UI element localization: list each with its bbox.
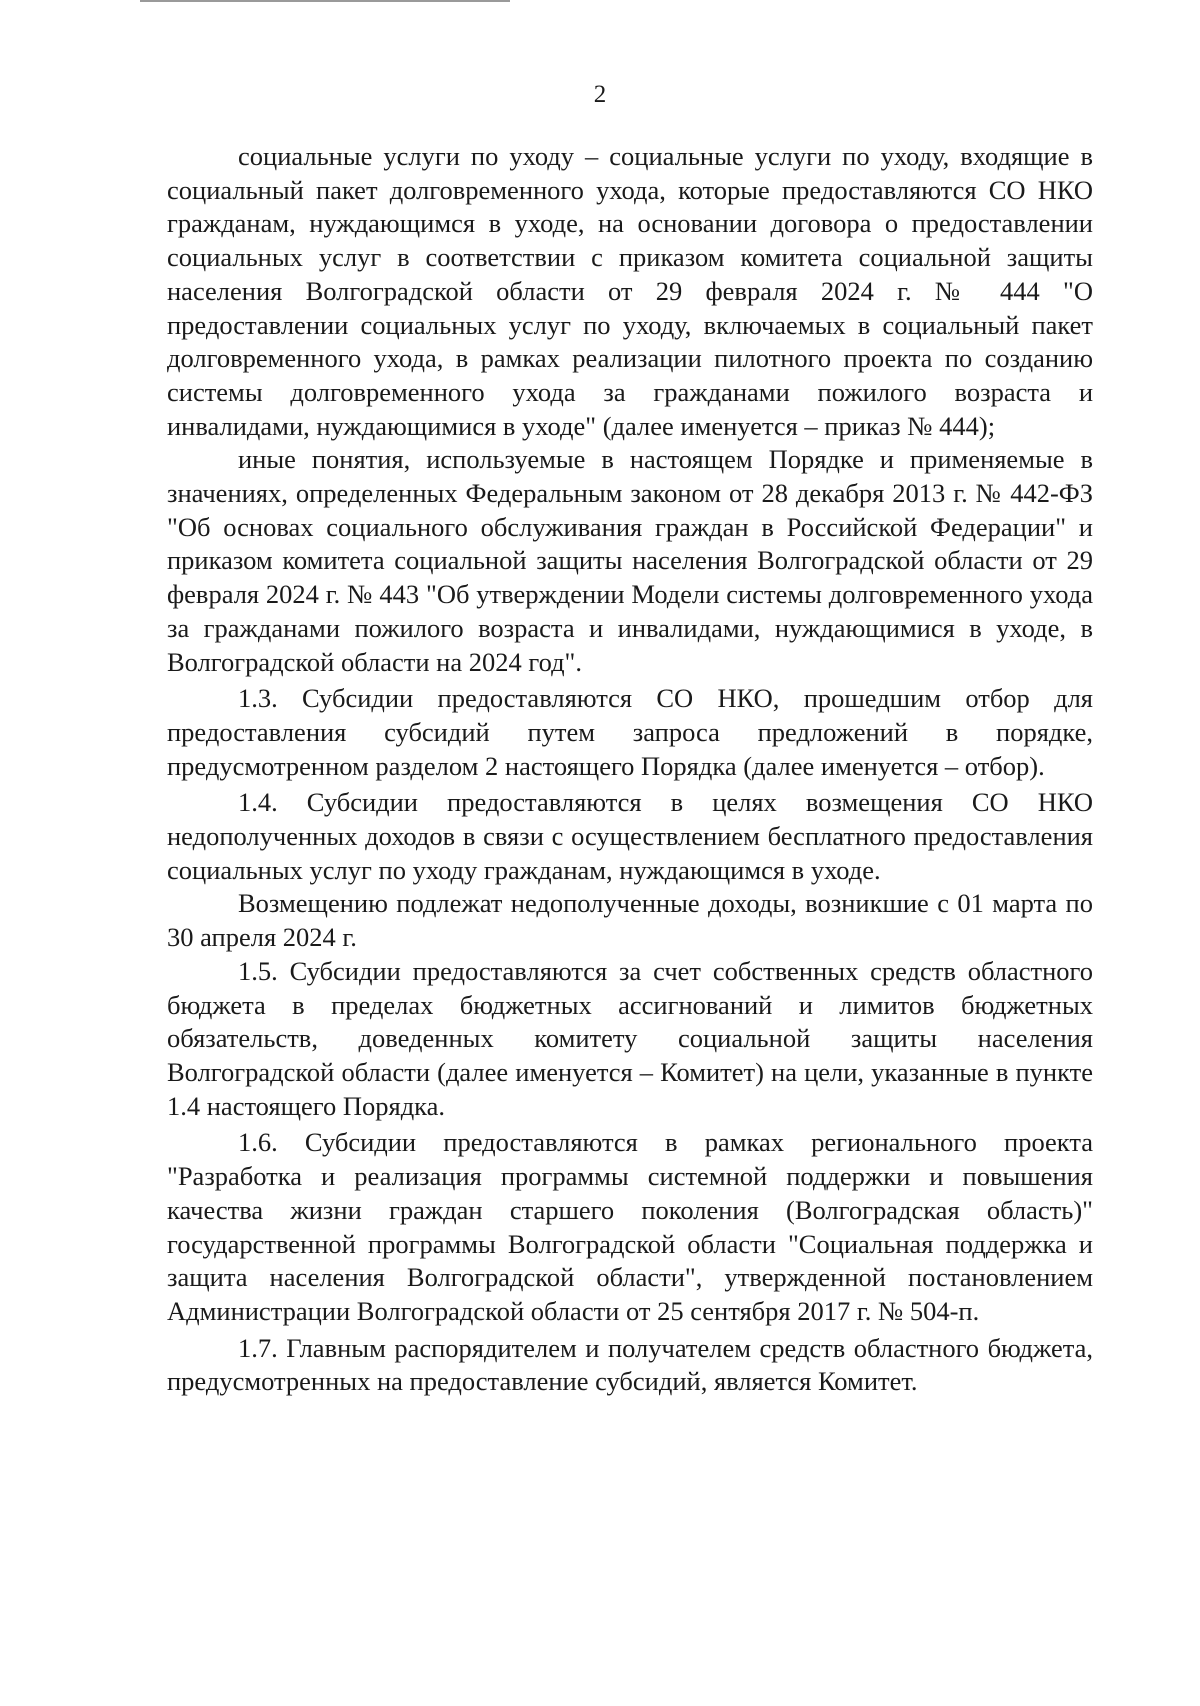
scan-edge-line <box>140 0 510 2</box>
paragraph-other-terms: иные понятия, используемые в настоящем Порядке и применяемые в значениях, определенных Федеральным законом от 28 декабря 2013 г. № 442-ФЗ "Об основах социального обслуживания граждан в Российской Федерации" и приказом комитета социальной защиты населения Волгоградской области от 29 февраля 2024 г. № 443 "Об утверждении Модели системы долговременного ухода за гражданами пожилого возраста и инвалидами, нуждающимися в уходе, в Волгоградской области на 2024 год". <box>167 444 1093 677</box>
paragraph-1-3: 1.3. Субсидии предоставляются СО НКО, прошедшим отбор для предоставления субсидий путем запроса предложений в порядке, предусмотренном разделом 2 настоящего Порядка (далее именуется – отбор). <box>167 683 1093 781</box>
paragraph-social-care-services: социальные услуги по уходу – социальные услуги по уходу, входящие в социальный пакет долговременного ухода, которые предоставляются СО НКО гражданам, нуждающимся в уходе, на основании договора о предоставлении социальных услуг в соответствии с приказом комитета социальной защиты населения Волгоградской области от 29 февраля 2024 г. № 444 "О предоставлении социальных услуг по уходу, включаемых в социальный пакет долговременного ухода, в рамках реализации пилотного проекта по созданию системы долговременного ухода за гражданами пожилого возраста и инвалидами, нуждающимися в уходе" (далее именуется – приказ № 444); <box>167 141 1093 441</box>
paragraph-reimbursement: Возмещению подлежат недополученные доходы, возникшие с 01 марта по 30 апреля 2024 г. <box>167 888 1093 953</box>
paragraph-1-5: 1.5. Субсидии предоставляются за счет собственных средств областного бюджета в пределах бюджетных ассигнований и лимитов бюджетных обязательств, доведенных комитету социальной защиты населения Волгоградской области (далее именуется – Комитет) на цели, указанные в пункте 1.4 настоящего Порядка. <box>167 955 1093 1121</box>
paragraph-1-4: 1.4. Субсидии предоставляются в целях возмещения СО НКО недополученных доходов в связи с осуществлением бесплатного предоставления социальных услуг по уходу гражданам, нуждающимся в уходе. <box>167 787 1093 885</box>
document-body <box>167 140 1093 1399</box>
paragraph-1-7: 1.7. Главным распорядителем и получателем средств областного бюджета, предусмотренных на предоставление субсидий, является Комитет. <box>167 1332 1093 1397</box>
page-number: 2 <box>593 81 607 108</box>
paragraph-1-6: 1.6. Субсидии предоставляются в рамках регионального проекта "Разработка и реализация программы системной поддержки и повышения качества жизни граждан старшего поколения (Волгоградская область)" государственной программы Волгоградской области "Социальная поддержка и защита населения Волгоградской области", утвержденной постановлением Администрации Волгоградской области от 25 сентября 2017 г. № 504-п. <box>167 1127 1093 1326</box>
